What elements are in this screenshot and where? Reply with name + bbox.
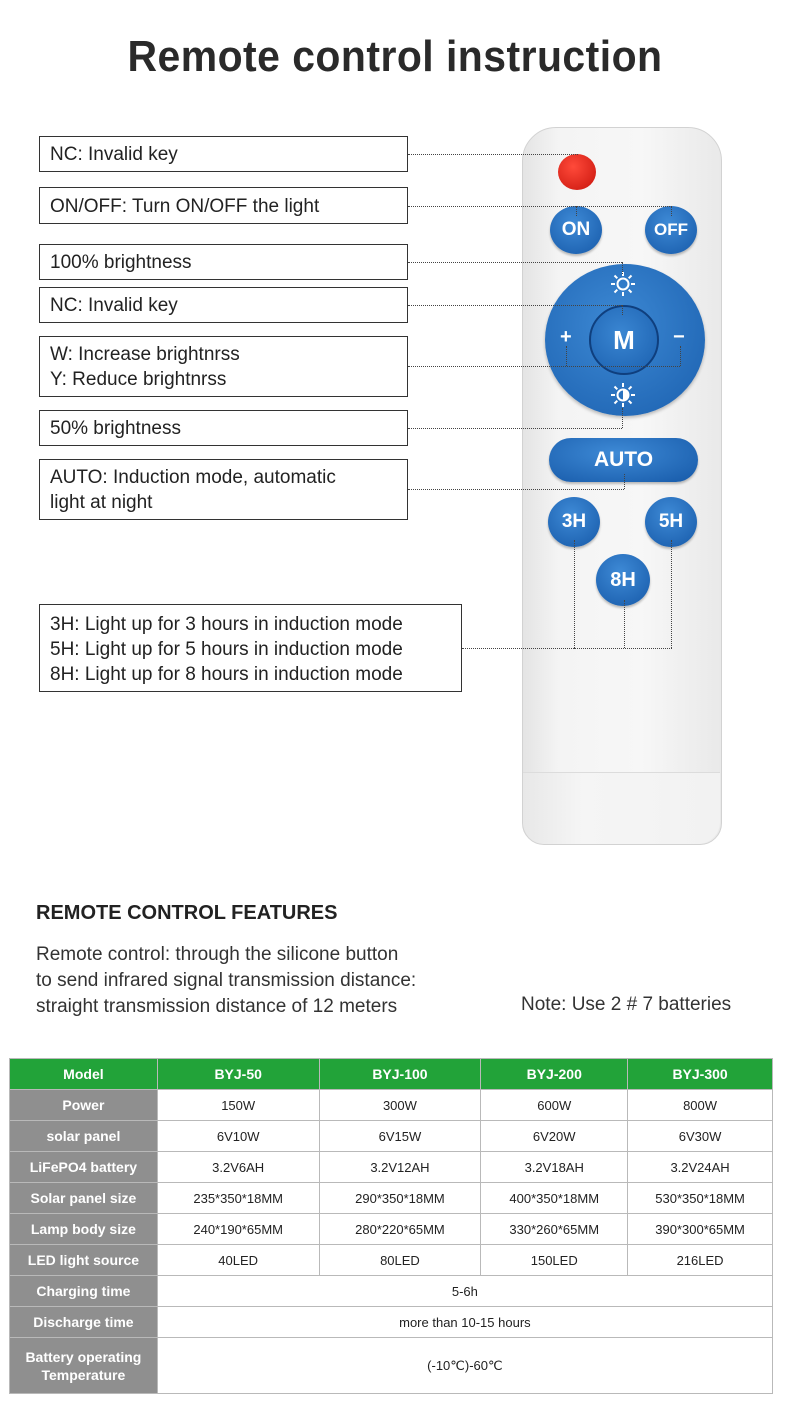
callout-line: 100% brightness xyxy=(50,252,192,273)
callout-timers xyxy=(39,604,462,692)
leader-line xyxy=(622,408,623,428)
table-row xyxy=(10,1152,773,1183)
table-cell: 240*190*65MM xyxy=(157,1214,319,1245)
nc-red-button[interactable] xyxy=(558,154,596,190)
features-line: straight transmission distance of 12 meters xyxy=(36,996,398,1017)
features-description xyxy=(36,942,416,1020)
features-title: REMOTE CONTROL FEATURES xyxy=(36,902,338,924)
table-cell: 6V30W xyxy=(628,1121,773,1152)
table-row xyxy=(10,1214,773,1245)
table-row xyxy=(10,1090,773,1121)
spec-table xyxy=(9,1058,773,1394)
leader-line xyxy=(574,648,672,649)
callout-nc-m xyxy=(39,287,408,323)
callout-line: Y: Reduce brightnrss xyxy=(50,369,227,390)
table-cell: (-10℃)-60℃ xyxy=(157,1338,772,1394)
table-cell: 40LED xyxy=(157,1245,319,1276)
table-row xyxy=(10,1183,773,1214)
table-row-header: LED light source xyxy=(10,1245,158,1276)
callout-line: W: Increase brightnrss xyxy=(50,344,240,365)
table-row-header: Discharge time xyxy=(10,1307,158,1338)
callout-100-brightness xyxy=(39,244,408,280)
table-cell: 216LED xyxy=(628,1245,773,1276)
callout-50-brightness xyxy=(39,410,408,446)
leader-line xyxy=(408,305,622,306)
table-row xyxy=(10,1276,773,1307)
m-button[interactable]: M xyxy=(589,305,659,375)
table-row xyxy=(10,1307,773,1338)
leader-line xyxy=(408,366,680,367)
table-row-header: solar panel xyxy=(10,1121,158,1152)
callout-auto xyxy=(39,459,408,520)
callout-nc-red xyxy=(39,136,408,172)
features-line: to send infrared signal transmission distance: xyxy=(36,970,417,991)
table-row-header: Charging time xyxy=(10,1276,158,1307)
table-header-cell: BYJ-200 xyxy=(481,1059,628,1090)
table-header-row xyxy=(10,1059,773,1090)
callout-line: 50% brightness xyxy=(50,418,181,439)
table-cell: 6V15W xyxy=(319,1121,481,1152)
features-line: Remote control: through the silicone button xyxy=(36,944,399,965)
leader-line xyxy=(622,262,623,274)
callout-line: 5H: Light up for 5 hours in induction mode xyxy=(50,639,403,660)
table-row-header: Lamp body size xyxy=(10,1214,158,1245)
page-title: Remote control instruction xyxy=(127,32,663,81)
off-button[interactable]: OFF xyxy=(645,206,697,254)
table-row-header: LiFePO4 battery xyxy=(10,1152,158,1183)
callout-line: 3H: Light up for 3 hours in induction mode xyxy=(50,614,403,635)
table-cell: 5-6h xyxy=(157,1276,772,1307)
leader-line xyxy=(624,474,625,489)
table-header-cell: BYJ-100 xyxy=(319,1059,481,1090)
table-cell: 6V20W xyxy=(481,1121,628,1152)
table-cell: more than 10-15 hours xyxy=(157,1307,772,1338)
table-header-cell: Model xyxy=(10,1059,158,1090)
table-cell: 280*220*65MM xyxy=(319,1214,481,1245)
callout-w-y xyxy=(39,336,408,397)
sun-half-icon[interactable] xyxy=(610,382,636,408)
table-cell: 150W xyxy=(157,1090,319,1121)
table-cell: 600W xyxy=(481,1090,628,1121)
leader-line xyxy=(576,206,577,216)
leader-line xyxy=(671,540,672,648)
table-header-cell: BYJ-50 xyxy=(157,1059,319,1090)
table-cell: 235*350*18MM xyxy=(157,1183,319,1214)
table-cell: 80LED xyxy=(319,1245,481,1276)
leader-line xyxy=(680,346,681,366)
callout-line: AUTO: Induction mode, automatic xyxy=(50,467,336,488)
3h-button[interactable]: 3H xyxy=(548,497,600,547)
table-cell: 6V10W xyxy=(157,1121,319,1152)
callout-line: ON/OFF: Turn ON/OFF the light xyxy=(50,196,320,217)
leader-line xyxy=(408,489,624,490)
callout-line: NC: Invalid key xyxy=(50,295,178,316)
table-row xyxy=(10,1245,773,1276)
minus-button[interactable]: − xyxy=(673,326,685,348)
sun-full-icon[interactable] xyxy=(610,271,636,297)
battery-cover xyxy=(523,772,720,844)
table-row-header: Battery operating Temperature xyxy=(10,1338,158,1394)
leader-line xyxy=(622,305,623,315)
plus-button[interactable]: + xyxy=(560,326,572,348)
table-cell: 290*350*18MM xyxy=(319,1183,481,1214)
leader-line xyxy=(574,540,575,648)
on-button[interactable]: ON xyxy=(550,206,602,254)
table-cell: 150LED xyxy=(481,1245,628,1276)
table-cell: 390*300*65MM xyxy=(628,1214,773,1245)
table-cell: 330*260*65MM xyxy=(481,1214,628,1245)
callout-line: NC: Invalid key xyxy=(50,144,178,165)
8h-button[interactable]: 8H xyxy=(596,554,650,606)
table-cell: 300W xyxy=(319,1090,481,1121)
table-cell: 3.2V12AH xyxy=(319,1152,481,1183)
table-row-header: Solar panel size xyxy=(10,1183,158,1214)
table-cell: 3.2V18AH xyxy=(481,1152,628,1183)
leader-line xyxy=(408,154,578,155)
table-row xyxy=(10,1121,773,1152)
leader-line xyxy=(566,346,567,366)
table-header-cell: BYJ-300 xyxy=(628,1059,773,1090)
leader-line xyxy=(408,206,672,207)
table-cell: 530*350*18MM xyxy=(628,1183,773,1214)
leader-line xyxy=(408,428,622,429)
table-cell: 3.2V24AH xyxy=(628,1152,773,1183)
callout-line: 8H: Light up for 8 hours in induction mode xyxy=(50,664,403,685)
table-cell: 800W xyxy=(628,1090,773,1121)
leader-line xyxy=(671,206,672,216)
battery-note: Note: Use 2 # 7 batteries xyxy=(521,994,732,1015)
table-cell: 3.2V6AH xyxy=(157,1152,319,1183)
callout-line: light at night xyxy=(50,492,153,513)
auto-button[interactable]: AUTO xyxy=(549,438,698,482)
leader-line xyxy=(624,600,625,648)
table-row-header: Power xyxy=(10,1090,158,1121)
5h-button[interactable]: 5H xyxy=(645,497,697,547)
callout-on-off xyxy=(39,187,408,224)
table-cell: 400*350*18MM xyxy=(481,1183,628,1214)
leader-line xyxy=(408,262,622,263)
table-row xyxy=(10,1338,773,1394)
